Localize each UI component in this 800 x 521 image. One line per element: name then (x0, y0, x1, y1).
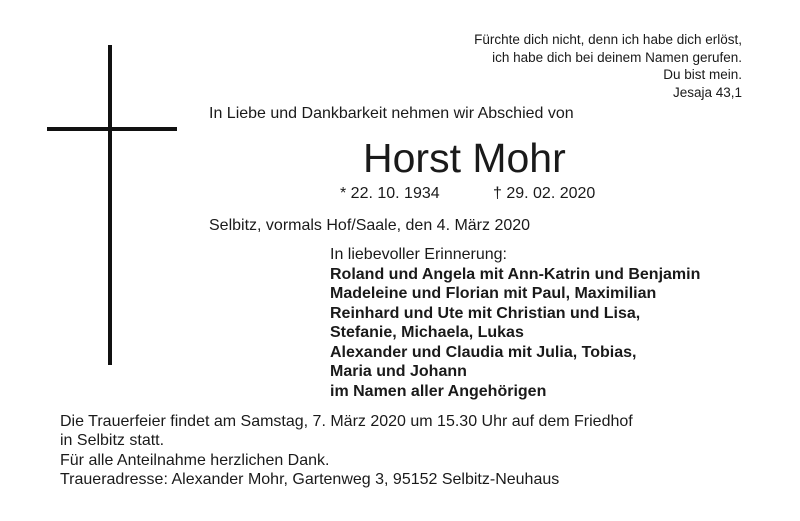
mourners-block (330, 245, 700, 401)
deceased-name: Horst Mohr (363, 135, 566, 181)
footer-line: Die Trauerfeier findet am Samstag, 7. März 2020 um 15.30 Uhr auf dem Friedhof (60, 413, 633, 430)
funeral-info (60, 412, 633, 489)
footer-line: in Selbitz statt. (60, 432, 165, 450)
intro-text: In Liebe und Dankbarkeit nehmen wir Abschied von (209, 105, 574, 122)
death-date: † 29. 02. 2020 (493, 185, 596, 202)
mourner-line: Stefanie, Michaela, Lukas (330, 324, 524, 341)
mourner-line: Madeleine und Florian mit Paul, Maximilian (330, 285, 657, 302)
mourners-lead: In liebevoller Erinnerung: (330, 246, 507, 263)
cross-horizontal-bar (47, 127, 177, 131)
mourner-line: im Namen aller Angehörigen (330, 382, 547, 400)
verse-line: Fürchte dich nicht, denn ich habe dich erlöst, (474, 32, 742, 47)
footer-line: Traueradresse: Alexander Mohr, Gartenweg 3, 95152 Selbitz-Neuhaus (60, 470, 560, 488)
mourner-line: Roland und Angela mit Ann-Katrin und Benjamin (330, 265, 701, 283)
footer-line: Für alle Anteilnahme herzlichen Dank. (60, 451, 330, 469)
birth-date: * 22. 10. 1934 (340, 185, 440, 202)
verse-reference: Jesaja 43,1 (672, 84, 742, 100)
mourner-line: Alexander und Claudia mit Julia, Tobias, (330, 343, 637, 361)
cross-vertical-bar (108, 45, 112, 365)
mourner-line: Reinhard und Ute mit Christian und Lisa, (330, 304, 641, 322)
mourner-line: Maria und Johann (330, 363, 467, 380)
verse-line: ich habe dich bei deinem Namen gerufen. (492, 49, 742, 65)
verse-line: Du bist mein. (663, 67, 742, 82)
bible-verse (474, 31, 742, 101)
place-and-date: Selbitz, vormals Hof/Saale, den 4. März 2020 (209, 217, 531, 234)
